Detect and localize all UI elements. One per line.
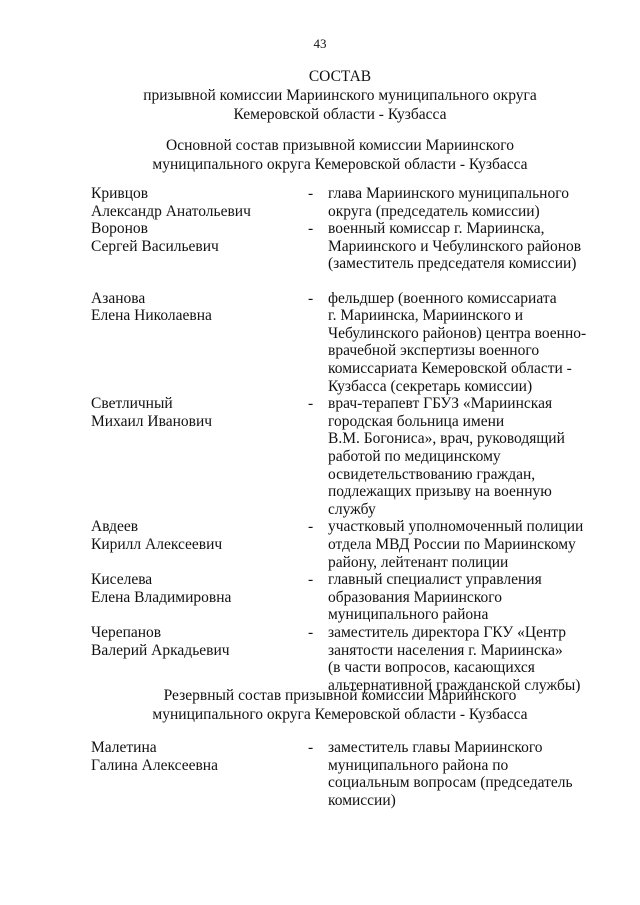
member-dash: - — [308, 289, 314, 307]
role-line: врачебной экспертизы военного — [328, 342, 540, 360]
role-line: освидетельствованию граждан, — [328, 465, 536, 483]
member-given-names: Сергей Васильевич — [91, 237, 219, 255]
heading-line: Резервный состав призывной комиссии Мариинского — [163, 687, 517, 704]
member-dash: - — [308, 395, 314, 413]
title-line: призывной комиссии Мариинского муниципального округа — [143, 87, 537, 104]
member-entry — [91, 290, 591, 396]
member-name — [91, 220, 301, 255]
member-given-names: Михаил Иванович — [91, 412, 213, 430]
member-surname: Черепанов — [91, 623, 162, 641]
member-dash: - — [308, 571, 314, 589]
member-given-names: Елена Владимировна — [91, 588, 232, 606]
member-name — [91, 518, 301, 553]
role-line: альтернативной гражданской службы) — [328, 676, 581, 694]
role-line: участковый уполномоченный полиции — [328, 518, 584, 536]
member-surname: Авдеев — [91, 518, 139, 536]
heading-line: муниципального округа Кемеровской области - Кузбасса — [152, 156, 528, 173]
role-line: социальным вопросам (председатель — [328, 774, 573, 792]
member-role — [328, 518, 593, 571]
reserve-composition-heading — [40, 686, 640, 724]
main-composition-heading — [40, 136, 640, 174]
title-line: Кемеровской области - Кузбасса — [233, 106, 447, 123]
member-surname: Светличный — [91, 395, 173, 413]
member-entry — [91, 739, 591, 809]
role-line: муниципального района по — [328, 756, 509, 774]
member-name — [91, 571, 301, 606]
member-entry — [91, 185, 591, 220]
member-entry — [91, 571, 591, 624]
member-given-names: Валерий Аркадьевич — [91, 641, 230, 659]
member-given-names: Галина Алексеевна — [91, 756, 218, 774]
role-line: главный специалист управления — [328, 571, 542, 589]
role-line: Мариинского и Чебулинского районов — [328, 237, 582, 255]
member-role — [328, 395, 593, 518]
role-line: работой по медицинскому — [328, 447, 501, 465]
role-line: Чебулинского районов) центра военно- — [328, 324, 587, 342]
member-name — [91, 290, 301, 325]
role-line: отдела МВД России по Мариинскому — [328, 535, 576, 553]
member-given-names: Кирилл Алексеевич — [91, 535, 223, 553]
main-members-list — [91, 185, 591, 694]
role-line: г. Мариинска, Мариинского и — [328, 307, 524, 325]
role-line: образования Мариинского — [328, 588, 503, 606]
role-line: (в части вопросов, касающихся — [328, 659, 535, 677]
member-dash: - — [308, 518, 314, 536]
role-line: району, лейтенант полиции — [328, 553, 509, 571]
role-line: подлежащих призыву на военную — [328, 483, 552, 501]
member-role — [328, 739, 593, 809]
role-line: Кузбасса (секретарь комиссии) — [328, 377, 533, 395]
member-surname: Воронов — [91, 220, 148, 238]
member-role — [328, 185, 593, 220]
role-line: заместитель директора ГКУ «Центр — [328, 623, 566, 641]
member-entry — [91, 395, 591, 518]
role-line: (заместитель председателя комиссии) — [328, 255, 577, 273]
reserve-members-list — [91, 739, 591, 809]
member-entry — [91, 518, 591, 571]
member-role — [328, 624, 593, 694]
member-dash: - — [308, 185, 314, 202]
role-line: военный комиссар г. Мариинска, — [328, 220, 545, 238]
role-line: муниципального района — [328, 606, 489, 624]
member-surname: Азанова — [91, 289, 146, 307]
member-surname: Кривцов — [91, 185, 149, 202]
role-line: комиссии) — [328, 791, 396, 809]
role-line: глава Мариинского муниципального — [328, 185, 569, 202]
document-title — [40, 67, 640, 124]
member-name — [91, 739, 301, 774]
role-line: занятости населения г. Мариинска» — [328, 641, 563, 659]
member-given-names: Александр Анатольевич — [91, 202, 251, 220]
heading-line: муниципального округа Кемеровской области - Кузбасса — [152, 706, 528, 723]
member-entry — [91, 624, 591, 694]
member-dash: - — [308, 739, 314, 756]
member-given-names: Елена Николаевна — [91, 307, 212, 325]
role-line: фельдшер (военного комиссариата — [328, 289, 557, 307]
role-line: врач-терапевт ГБУЗ «Мариинская — [328, 395, 553, 413]
member-role — [328, 290, 593, 396]
role-line: В.М. Богониса», врач, руководящий — [328, 430, 565, 448]
page-number: 43 — [313, 36, 327, 51]
role-line: городская больница имени — [328, 412, 505, 430]
role-line: заместитель главы Мариинского — [328, 739, 543, 756]
member-surname: Малетина — [91, 739, 157, 756]
title-line: СОСТАВ — [308, 68, 372, 85]
member-name — [91, 185, 301, 220]
role-line: округа (председатель комиссии) — [328, 202, 540, 220]
heading-line: Основной состав призывной комиссии Мариинского — [166, 137, 514, 154]
member-entry — [91, 220, 591, 273]
member-role — [328, 571, 593, 624]
member-dash: - — [308, 220, 314, 238]
member-role — [328, 220, 593, 273]
member-dash: - — [308, 623, 314, 641]
member-name — [91, 395, 301, 430]
role-line: службу — [328, 500, 376, 518]
role-line: комиссариата Кемеровской области - — [328, 359, 572, 377]
member-name — [91, 624, 301, 659]
member-surname: Киселева — [91, 571, 153, 589]
